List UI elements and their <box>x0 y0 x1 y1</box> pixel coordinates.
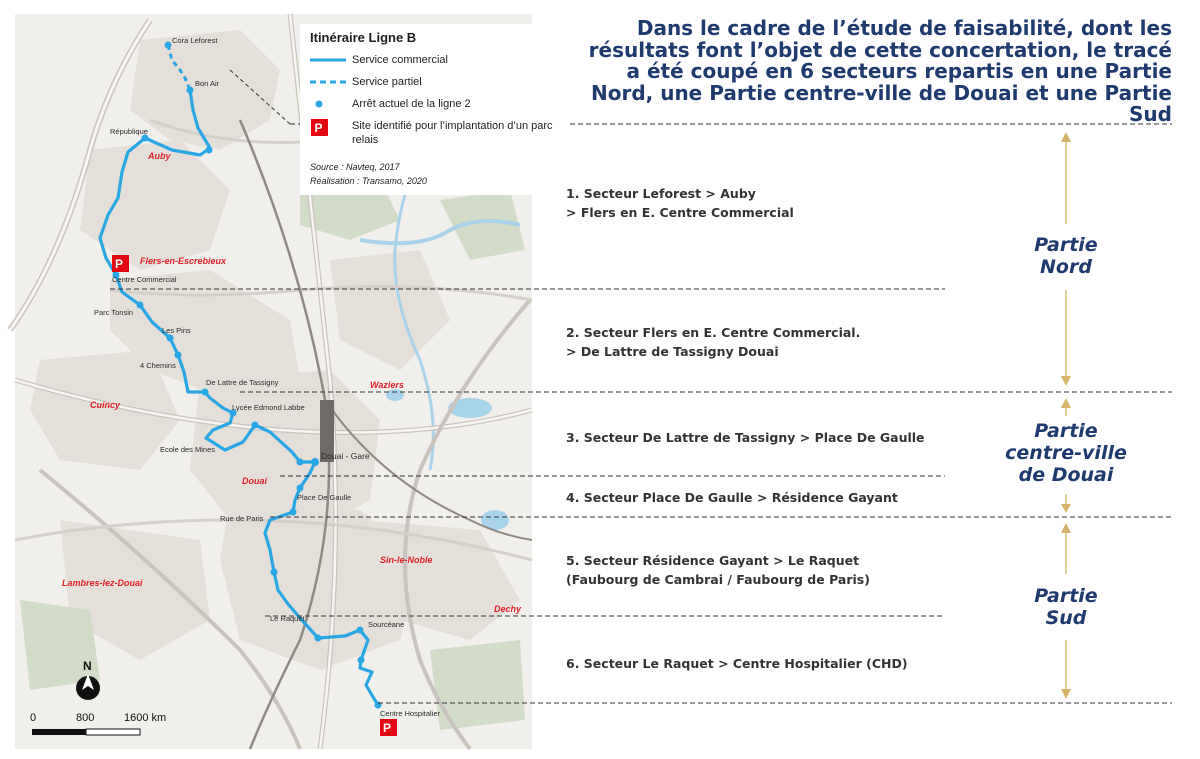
stop-label: Centre Commercial <box>112 275 177 284</box>
legend-item <box>310 93 560 115</box>
svg-text:1600 km: 1600 km <box>124 712 167 724</box>
legend-label: Site identifié pour l’implantation d’un parc relais <box>352 120 553 146</box>
stop-label: Rue de Paris <box>220 514 264 523</box>
svg-text:P: P <box>383 721 392 735</box>
page-headline: Dans le cadre de l’étude de faisabilité, dont les résultats font l’objet de cette concertation, le tracé a été coupé en 6 secteurs repartis en une Partie Nord, une Partie centre-ville de Douai et une Partie Sud <box>588 16 1172 126</box>
stop-label: 4 Chemins <box>140 361 176 370</box>
legend-item <box>310 71 560 93</box>
place-label: Auby <box>148 151 171 161</box>
stop-label: Les Pins <box>162 326 191 335</box>
parking-relay-icon <box>310 119 352 137</box>
stop-label: De Lattre de Tassigny <box>206 378 279 387</box>
legend-source: Source : Navteq, 2017 <box>310 162 400 172</box>
part-sud-label: Partie Sud <box>1034 585 1098 629</box>
stop-label: Cora Leforest <box>172 36 218 45</box>
sector-4-text: 4. Secteur Place De Gaulle > Résidence Gayant <box>566 490 898 505</box>
part-centre-label: Partie centre-ville de Douai <box>1005 420 1127 486</box>
legend-title: Itinéraire Ligne B <box>310 30 417 45</box>
stop-label: Centre Hospitalier <box>380 709 441 718</box>
place-label: Dechy <box>494 604 522 614</box>
legend-label: Service partiel <box>352 76 422 88</box>
legend-credit: Réalisation : Transamo, 2020 <box>310 176 427 186</box>
map-legend <box>300 24 570 195</box>
parking-relay-marker <box>380 719 397 736</box>
dashed-line-icon <box>310 79 352 85</box>
stop-dot-icon <box>310 99 352 109</box>
stop-label: Place De Gaulle <box>297 493 352 502</box>
svg-text:P: P <box>314 121 323 135</box>
place-label: Sin-le-Noble <box>380 555 433 565</box>
stop-label: Ecole des Mines <box>160 445 216 454</box>
parking-relay-marker <box>112 255 129 272</box>
legend-item <box>310 49 560 71</box>
stop-label: Le Raquet <box>270 614 305 623</box>
stop-label: Lycée Edmond Labbe <box>232 403 305 412</box>
stop-label: Sourcéane <box>368 620 405 629</box>
place-label: Waziers <box>370 380 404 390</box>
stop-label: Douai - Gare <box>321 451 370 461</box>
legend-label: Arrêt actuel de la ligne 2 <box>352 98 471 110</box>
legend-label: Service commercial <box>352 54 448 66</box>
part-nord-label: Partie Nord <box>1034 234 1098 278</box>
place-label: Flers-en-Escrebieux <box>140 256 227 266</box>
svg-text:800: 800 <box>76 712 95 724</box>
sector-1-text: 1. Secteur Leforest > Auby > Flers en E. Centre Commercial <box>566 186 794 220</box>
stop-label: République <box>110 127 148 136</box>
stop-label: Parc Tonsin <box>94 308 134 317</box>
place-label: Lambres-lez-Douai <box>62 578 143 588</box>
stop-label: Bon Air <box>195 79 220 88</box>
place-label: Douai <box>242 476 268 486</box>
sector-5-text: 5. Secteur Résidence Gayant > Le Raquet (Faubourg de Cambrai / Faubourg de Paris) <box>566 553 870 587</box>
svg-text:N: N <box>83 659 92 673</box>
solid-line-icon <box>310 57 352 63</box>
place-label: Cuincy <box>90 400 121 410</box>
legend-item <box>310 115 560 159</box>
svg-text:0: 0 <box>30 712 37 724</box>
sector-3-text: 3. Secteur De Lattre de Tassigny > Place De Gaulle <box>566 430 925 445</box>
sector-6-text: 6. Secteur Le Raquet > Centre Hospitalier (CHD) <box>566 656 908 671</box>
svg-text:P: P <box>115 257 124 271</box>
sector-2-text: 2. Secteur Flers en E. Centre Commercial. > De Lattre de Tassigny Douai <box>566 325 861 359</box>
